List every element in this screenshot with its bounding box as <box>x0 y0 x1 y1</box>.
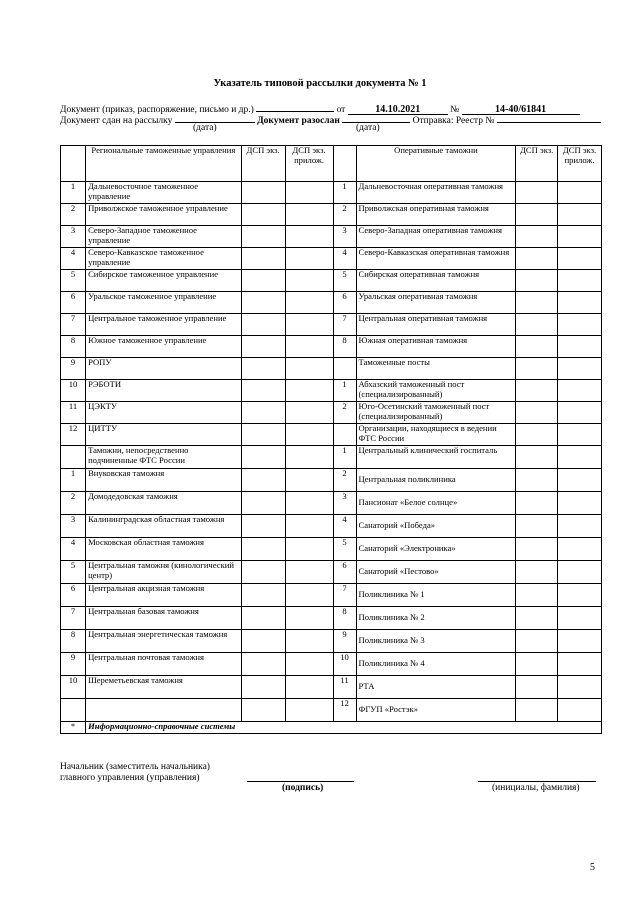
row-dsp-app-left <box>285 469 333 492</box>
table-row <box>61 515 602 538</box>
row-right-name: Приволжская оперативная таможня <box>356 204 516 226</box>
row-dsp-left <box>241 538 285 561</box>
row-left-name: Домодедовская таможня <box>86 492 242 515</box>
row-dsp-app-left <box>285 402 333 424</box>
row-dsp-right <box>516 584 558 607</box>
table-row <box>61 538 602 561</box>
table-row <box>61 248 602 270</box>
info-systems-label: Информационно-справочные системы <box>86 722 602 734</box>
row-dsp-app-left <box>285 446 333 469</box>
row-dsp-app-right <box>558 402 602 424</box>
row-dsp-app-right <box>558 226 602 248</box>
row-dsp-app-right <box>558 204 602 226</box>
doc-number: 14-40/61841 <box>494 104 547 115</box>
row-num-left: 1 <box>61 182 86 204</box>
distributed-label: Документ разослан <box>257 116 340 126</box>
row-right-name: Санаторий «Электроника» <box>356 538 516 561</box>
row-dsp-app-right <box>558 424 602 446</box>
row-dsp-app-left <box>285 204 333 226</box>
row-left-name: Приволжское таможенное управление <box>86 204 242 226</box>
row-dsp-app-left <box>285 699 333 722</box>
row-dsp-left <box>241 314 285 336</box>
row-dsp-left <box>241 469 285 492</box>
distributed-date-blank <box>342 112 410 123</box>
row-right-name: Поликлиника № 3 <box>356 630 516 653</box>
table-row <box>61 699 602 722</box>
row-dsp-app-right <box>558 607 602 630</box>
row-left-name: Центральная базовая таможня <box>86 607 242 630</box>
row-dsp-app-right <box>558 248 602 270</box>
table-row <box>61 561 602 584</box>
from-label: от <box>336 105 346 115</box>
row-num-right: 1 <box>333 446 356 469</box>
row-dsp-app-right <box>558 358 602 380</box>
row-left-name: Центральная таможня (кинологический центр) <box>86 561 242 584</box>
row-num-left: 5 <box>61 561 86 584</box>
header-num-cell <box>61 146 86 182</box>
row-num-right: 10 <box>333 653 356 676</box>
row-dsp-right <box>516 248 558 270</box>
row-right-name: Абхазский таможенный пост (специализированный) <box>356 380 516 402</box>
row-dsp-right <box>516 358 558 380</box>
row-dsp-right <box>516 538 558 561</box>
row-num-right: 1 <box>333 182 356 204</box>
row-num-right: 11 <box>333 676 356 699</box>
row-left-name: ЦИТТУ <box>86 424 242 446</box>
row-left-name: РЭБОТИ <box>86 380 242 402</box>
row-left-name: Дальневосточное таможенное управление <box>86 182 242 204</box>
row-left-name: Центральная акцизная таможня <box>86 584 242 607</box>
row-right-name: Поликлиника № 2 <box>356 607 516 630</box>
row-num-left <box>61 446 86 469</box>
row-right-name: Поликлиника № 4 <box>356 653 516 676</box>
row-dsp-right <box>516 653 558 676</box>
row-left-name: Центральная почтовая таможня <box>86 653 242 676</box>
table-row <box>61 314 602 336</box>
row-dsp-app-left <box>285 515 333 538</box>
row-dsp-app-left <box>285 292 333 314</box>
row-dsp-right <box>516 561 558 584</box>
row-dsp-app-left <box>285 270 333 292</box>
row-dsp-app-left <box>285 561 333 584</box>
row-dsp-right <box>516 380 558 402</box>
row-dsp-app-left <box>285 424 333 446</box>
row-left-name: Северо-Кавказское таможенное управление <box>86 248 242 270</box>
row-right-name: Поликлиника № 1 <box>356 584 516 607</box>
header-operative: Оперативные таможни <box>356 146 516 182</box>
row-dsp-right <box>516 204 558 226</box>
table-row <box>61 492 602 515</box>
row-num-left: 9 <box>61 653 86 676</box>
role-line-1: Начальник (заместитель начальника) <box>60 762 210 772</box>
row-dsp-left <box>241 630 285 653</box>
row-right-name: Уральская оперативная таможня <box>356 292 516 314</box>
row-num-right: 4 <box>333 248 356 270</box>
row-dsp-app-left <box>285 676 333 699</box>
table-header-row <box>61 146 602 182</box>
row-num-right: 6 <box>333 561 356 584</box>
row-right-name: Центральная поликлиника <box>356 469 516 492</box>
row-left-name: Центральная энергетическая таможня <box>86 630 242 653</box>
date-caption-1: (дата) <box>193 123 217 133</box>
row-right-name: Дальневосточная оперативная таможня <box>356 182 516 204</box>
registry-blank <box>497 112 601 123</box>
row-right-name: Юго-Осетинский таможенный пост (специализированный) <box>356 402 516 424</box>
doc-date: 14.10.2021 <box>375 104 421 115</box>
row-num-left: 8 <box>61 630 86 653</box>
row-num-left: 5 <box>61 270 86 292</box>
row-dsp-app-right <box>558 336 602 358</box>
page-number: 5 <box>590 862 595 873</box>
row-dsp-left <box>241 270 285 292</box>
table-row <box>61 380 602 402</box>
row-dsp-left <box>241 248 285 270</box>
row-dsp-right <box>516 182 558 204</box>
row-left-name: Сибирское таможенное управление <box>86 270 242 292</box>
row-left-name: ЦЭКТУ <box>86 402 242 424</box>
row-num-right: 1 <box>333 380 356 402</box>
row-num-right: 2 <box>333 204 356 226</box>
row-right-name: ФГУП «Ростэк» <box>356 699 516 722</box>
table-row <box>61 336 602 358</box>
header-dsp-app: ДСП экз. прилож. <box>285 146 333 182</box>
table-row <box>61 446 602 469</box>
row-num-left: 11 <box>61 402 86 424</box>
row-dsp-app-right <box>558 584 602 607</box>
row-left-name: РОПУ <box>86 358 242 380</box>
distribution-table <box>60 145 602 734</box>
table-row <box>61 402 602 424</box>
name-line <box>478 780 596 782</box>
row-num-left: 4 <box>61 538 86 561</box>
row-num-right <box>333 424 356 446</box>
row-dsp-app-right <box>558 699 602 722</box>
row-right-name: Таможенные посты <box>356 358 516 380</box>
table-row <box>61 653 602 676</box>
sent-label: Документ сдан на рассылку <box>60 116 173 126</box>
row-left-name: Уральское таможенное управление <box>86 292 242 314</box>
row-dsp-app-right <box>558 446 602 469</box>
row-dsp-app-right <box>558 561 602 584</box>
row-num-left: 6 <box>61 584 86 607</box>
row-dsp-right <box>516 270 558 292</box>
row-left-name: Московская областная таможня <box>86 538 242 561</box>
row-num-right: 8 <box>333 336 356 358</box>
row-dsp-app-left <box>285 358 333 380</box>
row-dsp-left <box>241 492 285 515</box>
doc-label: Документ (приказ, распоряжение, письмо и др.) <box>60 105 254 115</box>
row-num-right: 7 <box>333 584 356 607</box>
row-num-right: 8 <box>333 607 356 630</box>
row-right-name: Северо-Кавказская оперативная таможня <box>356 248 516 270</box>
row-right-name: Центральный клинический госпиталь <box>356 446 516 469</box>
row-dsp-app-left <box>285 492 333 515</box>
row-num-right: 12 <box>333 699 356 722</box>
row-right-name: Сибирская оперативная таможня <box>356 270 516 292</box>
row-num-left: 10 <box>61 676 86 699</box>
row-dsp-app-left <box>285 248 333 270</box>
row-dsp-right <box>516 424 558 446</box>
row-right-name: Организации, находящиеся в ведении ФТС России <box>356 424 516 446</box>
table-row <box>61 358 602 380</box>
row-dsp-app-right <box>558 538 602 561</box>
row-dsp-app-left <box>285 653 333 676</box>
name-caption: (инициалы, фамилия) <box>492 783 580 793</box>
row-left-name: Северо-Западное таможенное управление <box>86 226 242 248</box>
doc-type-blank <box>256 101 334 112</box>
row-num-right: 3 <box>333 226 356 248</box>
row-num-left: 7 <box>61 314 86 336</box>
row-dsp-app-left <box>285 584 333 607</box>
row-dsp-app-right <box>558 380 602 402</box>
row-num-right <box>333 358 356 380</box>
row-dsp-left <box>241 204 285 226</box>
sent-date-blank <box>175 112 255 123</box>
row-left-name <box>86 699 242 722</box>
row-dsp-left <box>241 292 285 314</box>
row-right-name: Пансионат «Белое солнце» <box>356 492 516 515</box>
row-num-left <box>61 699 86 722</box>
row-left-name: Шереметьевская таможня <box>86 676 242 699</box>
info-mark: * <box>61 722 86 734</box>
row-dsp-app-left <box>285 380 333 402</box>
row-num-right: 4 <box>333 515 356 538</box>
row-num-right: 2 <box>333 402 356 424</box>
table-row <box>61 676 602 699</box>
table-row <box>61 630 602 653</box>
row-dsp-left <box>241 676 285 699</box>
row-right-name: Центральная оперативная таможня <box>356 314 516 336</box>
row-num-left: 6 <box>61 292 86 314</box>
row-dsp-app-right <box>558 469 602 492</box>
row-dsp-app-left <box>285 336 333 358</box>
row-dsp-app-left <box>285 314 333 336</box>
header-regional: Региональные таможенные управления <box>86 146 242 182</box>
info-systems-row <box>61 722 602 734</box>
num-label: № <box>450 105 460 115</box>
row-num-left: 2 <box>61 204 86 226</box>
row-dsp-left <box>241 653 285 676</box>
table-row <box>61 292 602 314</box>
row-dsp-right <box>516 336 558 358</box>
row-num-right: 5 <box>333 538 356 561</box>
row-dsp-app-left <box>285 607 333 630</box>
row-dsp-left <box>241 226 285 248</box>
header-num-cell-2 <box>333 146 356 182</box>
row-dsp-left <box>241 561 285 584</box>
signature-caption: (подпись) <box>282 783 324 793</box>
table-row <box>61 270 602 292</box>
header-dsp-app-r: ДСП экз. прилож. <box>558 146 602 182</box>
row-dsp-app-right <box>558 270 602 292</box>
row-right-name: Санаторий «Пестово» <box>356 561 516 584</box>
row-left-name: Таможни, непосредственно подчиненные ФТС России <box>86 446 242 469</box>
table-row <box>61 607 602 630</box>
row-dsp-left <box>241 607 285 630</box>
row-dsp-left <box>241 699 285 722</box>
row-dsp-right <box>516 607 558 630</box>
table-row <box>61 469 602 492</box>
row-dsp-left <box>241 515 285 538</box>
row-num-left: 12 <box>61 424 86 446</box>
sent-line <box>60 112 601 126</box>
row-dsp-app-right <box>558 292 602 314</box>
row-dsp-right <box>516 492 558 515</box>
row-num-left: 10 <box>61 380 86 402</box>
row-dsp-right <box>516 699 558 722</box>
table-row <box>61 182 602 204</box>
table-row <box>61 584 602 607</box>
row-num-left: 8 <box>61 336 86 358</box>
row-dsp-left <box>241 182 285 204</box>
row-dsp-left <box>241 402 285 424</box>
row-num-left: 4 <box>61 248 86 270</box>
table-row <box>61 424 602 446</box>
row-num-right: 6 <box>333 292 356 314</box>
row-dsp-app-right <box>558 653 602 676</box>
row-num-left: 1 <box>61 469 86 492</box>
row-dsp-left <box>241 336 285 358</box>
row-dsp-right <box>516 402 558 424</box>
row-dsp-app-right <box>558 515 602 538</box>
row-left-name: Центральное таможенное управление <box>86 314 242 336</box>
signature-line <box>247 780 354 782</box>
row-num-right: 2 <box>333 469 356 492</box>
row-dsp-app-left <box>285 538 333 561</box>
row-num-left: 3 <box>61 515 86 538</box>
row-dsp-right <box>516 446 558 469</box>
row-left-name: Внуковская таможня <box>86 469 242 492</box>
row-right-name: Санаторий «Победа» <box>356 515 516 538</box>
signature-role <box>60 762 210 784</box>
role-line-2: главного управления (управления) <box>60 773 200 783</box>
row-right-name: РТА <box>356 676 516 699</box>
table-row <box>61 226 602 248</box>
row-num-right: 3 <box>333 492 356 515</box>
row-dsp-app-right <box>558 630 602 653</box>
header-dsp-r: ДСП экз. <box>516 146 558 182</box>
row-right-name: Северо-Западная оперативная таможня <box>356 226 516 248</box>
header-dsp: ДСП экз. <box>241 146 285 182</box>
row-dsp-right <box>516 630 558 653</box>
table-row <box>61 204 602 226</box>
row-dsp-right <box>516 314 558 336</box>
row-dsp-right <box>516 676 558 699</box>
row-dsp-app-right <box>558 314 602 336</box>
row-dsp-right <box>516 515 558 538</box>
row-dsp-left <box>241 380 285 402</box>
row-num-right: 5 <box>333 270 356 292</box>
row-num-right: 9 <box>333 630 356 653</box>
row-right-name: Южная оперативная таможня <box>356 336 516 358</box>
row-dsp-right <box>516 469 558 492</box>
date-caption-2: (дата) <box>356 123 380 133</box>
row-dsp-left <box>241 424 285 446</box>
row-left-name: Южное таможенное управление <box>86 336 242 358</box>
row-num-left: 3 <box>61 226 86 248</box>
row-dsp-left <box>241 446 285 469</box>
row-dsp-app-left <box>285 630 333 653</box>
row-dsp-app-left <box>285 182 333 204</box>
row-left-name: Калининградская областная таможня <box>86 515 242 538</box>
row-num-left: 9 <box>61 358 86 380</box>
row-num-left: 2 <box>61 492 86 515</box>
dispatch-label: Отправка: Реестр № <box>412 116 495 126</box>
row-dsp-app-right <box>558 492 602 515</box>
row-dsp-left <box>241 358 285 380</box>
row-dsp-app-right <box>558 182 602 204</box>
row-dsp-right <box>516 292 558 314</box>
row-num-left: 7 <box>61 607 86 630</box>
row-dsp-app-right <box>558 676 602 699</box>
row-dsp-left <box>241 584 285 607</box>
row-dsp-right <box>516 226 558 248</box>
row-num-right: 7 <box>333 314 356 336</box>
row-dsp-app-left <box>285 226 333 248</box>
document-title: Указатель типовой рассылки документа № 1 <box>213 78 427 89</box>
